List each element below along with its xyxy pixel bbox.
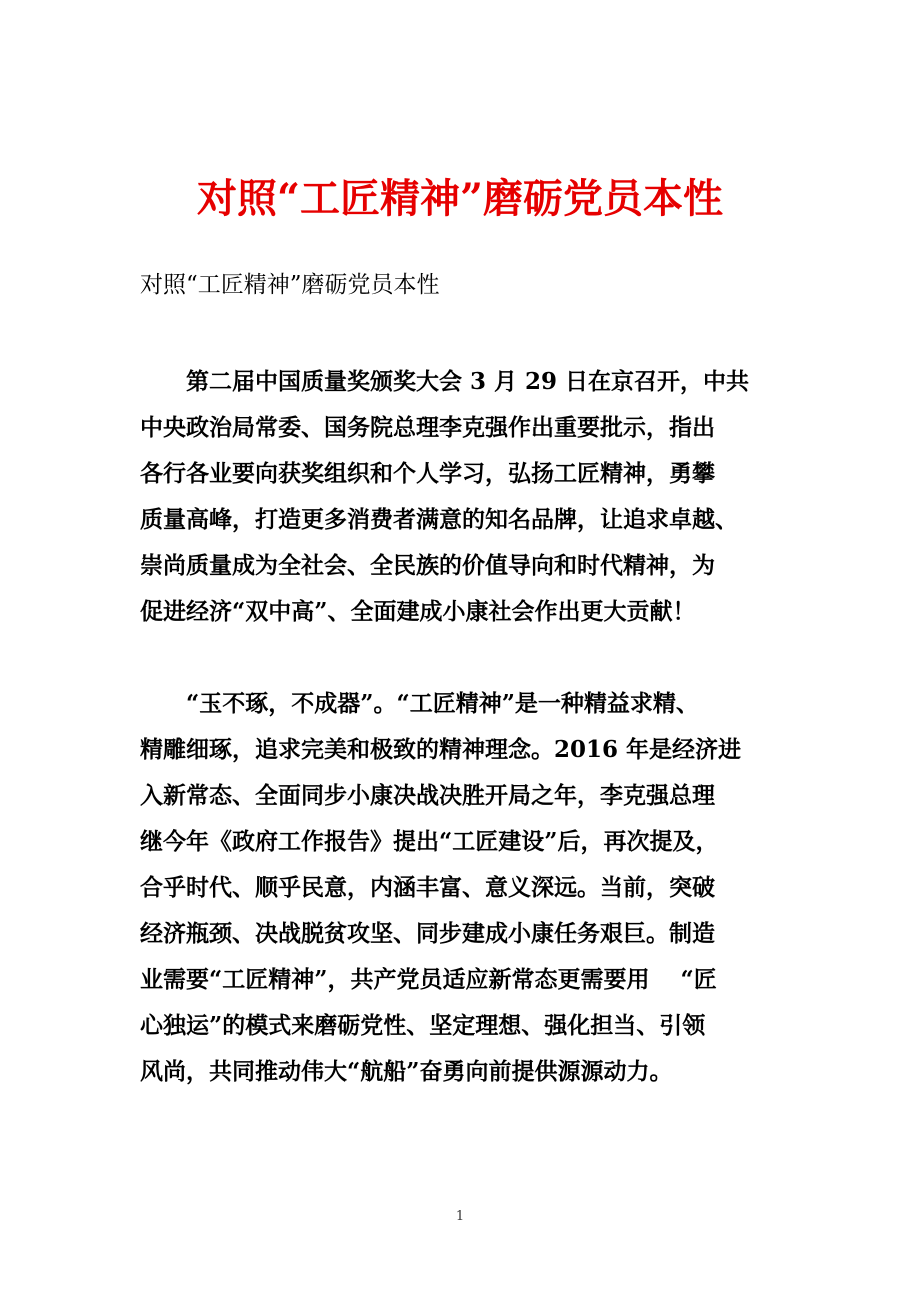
document-title: 对照“工匠精神”磨砺党员本性	[196, 175, 723, 222]
paragraph-line: 崇尚质量成为全社会、全民族的价值导向和时代精神，为	[140, 552, 715, 579]
paragraph-line: 各行各业要向获奖组织和个人学习，弘扬工匠精神，勇攀	[140, 460, 715, 487]
paragraph-line: 促进经济“双中高”、全面建成小康社会作出更大贡献！	[140, 598, 696, 625]
paragraph-line: 中央政治局常委、国务院总理李克强作出重要批示，指出	[140, 414, 715, 441]
page-number: 1	[455, 1209, 465, 1224]
paragraph-line: 业需要“工匠精神”，共产党员适应新常态更需要用 “匠	[140, 966, 717, 993]
paragraph-line: 风尚，共同推动伟大“航船”奋勇向前提供源源动力。	[140, 1058, 673, 1085]
paragraph-line: 第二届中国质量奖颁奖大会 3 月 29 日在京召开，中共	[140, 368, 750, 395]
paragraph-line: “玉不琢，不成器”。“工匠精神”是一种精益求精、	[140, 690, 699, 717]
paragraph-line: 合乎时代、顺乎民意，内涵丰富、意义深远。当前，突破	[140, 874, 715, 901]
paragraph-line: 精雕细琢，追求完美和极致的精神理念。2016 年是经济进	[140, 736, 742, 763]
document-subtitle: 对照“工匠精神”磨砺党员本性	[140, 272, 440, 298]
paragraph-2	[140, 681, 790, 1095]
paragraph-line: 经济瓶颈、决战脱贫攻坚、同步建成小康任务艰巨。制造	[140, 920, 715, 947]
paragraph-line: 质量高峰，打造更多消费者满意的知名品牌，让追求卓越、	[140, 506, 738, 533]
paragraph-line: 继今年《政府工作报告》提出“工匠建设”后，再次提及，	[140, 828, 719, 855]
paragraph-1	[140, 359, 790, 635]
paragraph-line: 心独运”的模式来磨砺党性、坚定理想、强化担当、引领	[140, 1012, 706, 1039]
paragraph-line: 入新常态、全面同步小康决战决胜开局之年，李克强总理	[140, 782, 715, 809]
